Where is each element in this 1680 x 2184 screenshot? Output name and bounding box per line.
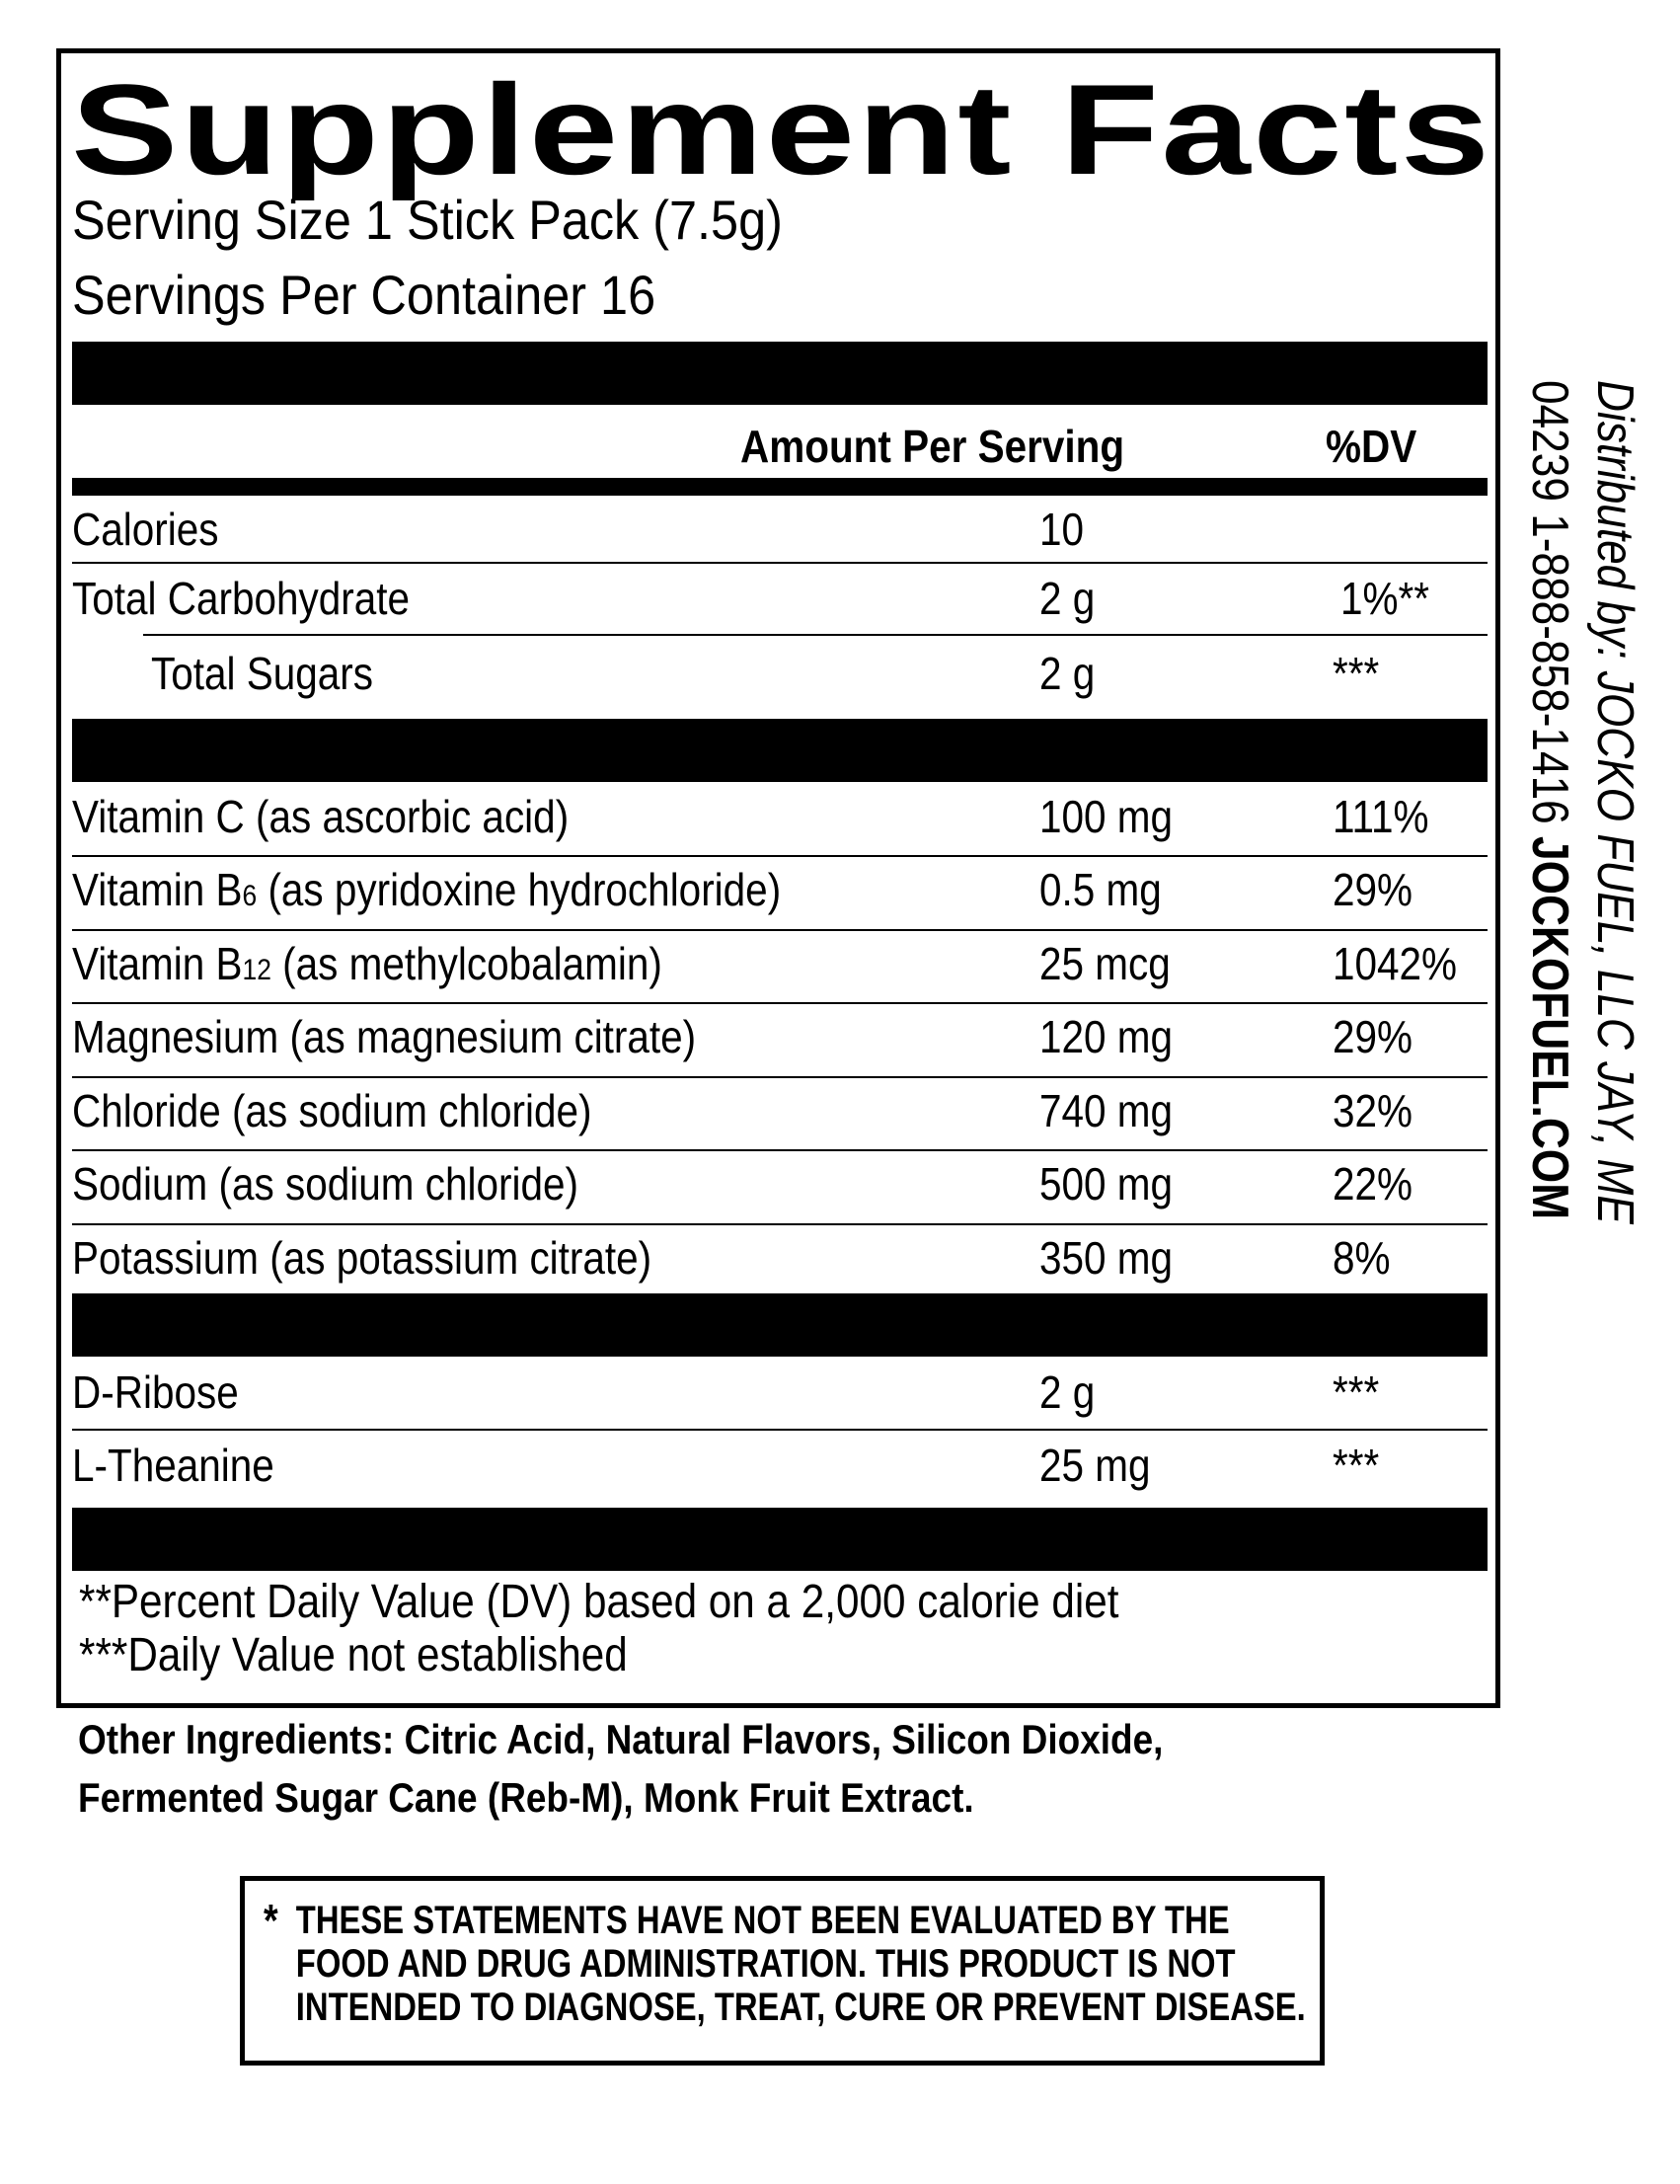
servings-per-container: Servings Per Container 16 [72,264,656,326]
not-established-footnote: ***Daily Value not established [79,1629,628,1681]
distributor-line-2 [1520,380,1579,1367]
nutrient-name: Vitamin C (as ascorbic acid) [72,791,570,842]
nutrient-amount: 2 g [1039,1366,1096,1418]
nutrient-name: Magnesium (as magnesium citrate) [72,1011,697,1062]
other-ingredients-line-1: Other Ingredients: Citric Acid, Natural Flavors, Silicon Dioxide, [78,1716,1164,1762]
dv-header: %DV [1326,421,1417,472]
zip-phone: 04239 1-888-858-1416 [1521,380,1578,837]
panel-title: Supplement Facts [71,57,1492,201]
row-divider [72,1149,1488,1151]
row-divider [72,562,1488,564]
nutrient-amount: 25 mcg [1039,938,1171,989]
row-divider [72,1223,1488,1225]
nutrient-name: D-Ribose [72,1366,239,1418]
nutrient-amount: 740 mg [1039,1085,1174,1136]
row-divider [143,634,1488,636]
nutrient-amount: 2 g [1039,648,1096,699]
disclaimer-line-1: THESE STATEMENTS HAVE NOT BEEN EVALUATED BY THE [295,1899,1230,1942]
nutrient-name: Calories [72,504,219,555]
nutrient-amount: 120 mg [1039,1011,1174,1062]
nutrient-name: Potassium (as potassium citrate) [72,1232,652,1284]
nutrient-dv: *** [1333,648,1380,699]
nutrient-dv: 29% [1333,864,1413,915]
medium-divider [72,478,1488,496]
nutrient-amount: 500 mg [1039,1158,1174,1209]
other-ingredients-line-2: Fermented Sugar Cane (Reb-M), Monk Fruit Extract. [78,1774,974,1821]
nutrient-name: Vitamin B6 (as pyridoxine hydrochloride) [72,864,782,915]
nutrient-name: Total Carbohydrate [72,573,411,624]
nutrient-amount: 10 [1039,504,1085,555]
row-divider [72,929,1488,931]
nutrient-dv: 1%** [1340,573,1430,624]
nutrient-name: L-Theanine [72,1440,274,1491]
nutrient-dv: 29% [1333,1011,1413,1062]
serving-size: Serving Size 1 Stick Pack (7.5g) [72,189,783,251]
nutrient-name: Sodium (as sodium chloride) [72,1158,578,1209]
nutrient-amount: 0.5 mg [1039,864,1162,915]
nutrient-dv: 8% [1333,1232,1391,1284]
nutrient-name: Vitamin B12 (as methylcobalamin) [72,938,662,989]
row-divider [72,855,1488,857]
fda-disclaimer [264,1895,1306,2029]
nutrient-dv: 111% [1333,791,1429,842]
row-divider [72,1076,1488,1078]
nutrient-dv: *** [1333,1366,1380,1418]
row-divider [72,1429,1488,1431]
nutrient-dv: *** [1333,1440,1380,1491]
disclaimer-line-2: FOOD AND DRUG ADMINISTRATION. THIS PRODUCT IS NOT [295,1942,1236,1986]
nutrient-amount: 25 mg [1039,1440,1151,1491]
distributor-line-1: Distributed by: JOCKO FUEL, LLC JAY, ME [1586,380,1643,1224]
disclaimer-line-3: INTENDED TO DIAGNOSE, TREAT, CURE OR PREVENT DISEASE. [295,1986,1306,2029]
nutrient-amount: 100 mg [1039,791,1174,842]
website: JOCKOFUEL.COM [1521,836,1578,1220]
disclaimer-asterisk: * [264,1895,278,1946]
nutrient-amount: 2 g [1039,573,1096,624]
thick-divider [72,1293,1488,1357]
thick-divider [72,342,1488,405]
nutrient-name: Total Sugars [151,648,374,699]
nutrient-dv: 1042% [1333,938,1458,989]
thick-divider [72,719,1488,782]
amount-per-serving-header: Amount Per Serving [740,421,1125,472]
thick-divider [72,1508,1488,1571]
row-divider [72,1002,1488,1004]
nutrient-dv: 32% [1333,1085,1413,1136]
nutrient-amount: 350 mg [1039,1232,1174,1284]
nutrient-name: Chloride (as sodium chloride) [72,1085,592,1136]
nutrient-dv: 22% [1333,1158,1413,1209]
dv-footnote: **Percent Daily Value (DV) based on a 2,000 calorie diet [79,1576,1119,1628]
